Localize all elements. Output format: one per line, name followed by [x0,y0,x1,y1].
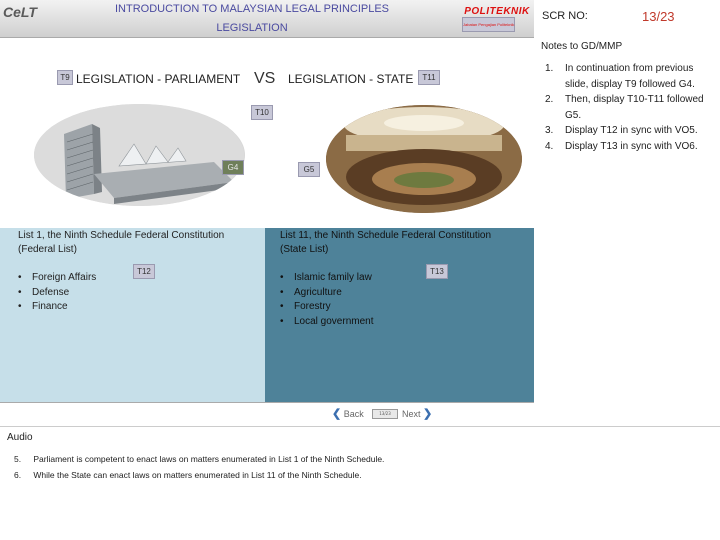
list-item: • Foreign Affairs [18,271,96,286]
chevron-left-icon: ❮ [332,408,342,420]
audio-title: Audio [7,432,33,443]
tag-t13: T13 [426,264,448,279]
federal-list-title-line2: (Federal List) [18,244,77,255]
tag-g4: G4 [222,160,244,175]
list-item: • Forestry [280,300,374,315]
back-button-label: Back [343,409,364,419]
list-item: • Finance [18,300,96,315]
list-item: • Islamic family law [280,271,374,286]
vs-label: VS [254,70,276,87]
state-list-title [280,229,491,257]
next-button-label: Next [402,409,421,419]
state-list [280,271,374,329]
back-button[interactable] [332,407,364,421]
course-title-line1: INTRODUCTION TO MALAYSIAN LEGAL PRINCIPLES [114,3,390,15]
note-text: In continuation from previous slide, display T9 followed G4. [565,63,695,90]
audio-script-list [14,452,384,483]
parliament-building-image [34,104,245,206]
slide-header [0,0,534,38]
celt-logo [3,4,47,26]
federal-list-title-line1: List 1, the Ninth Schedule Federal Constitution [18,230,225,241]
heading-parliament: LEGISLATION - PARLIAMENT [76,72,241,86]
tag-t11: T11 [418,70,440,85]
heading-state: LEGISLATION - STATE [288,72,414,86]
federal-list [18,271,96,315]
audio-section [0,426,720,540]
next-button[interactable] [402,407,432,421]
screen-number: 13/23 [642,9,675,24]
parliament-building-graphic [34,104,245,206]
note-number: 1. [545,63,554,74]
audio-item-text: While the State can enact laws on matters enumerated in List 11 of the Ninth Schedule. [33,469,362,480]
tag-t10: T10 [251,105,273,120]
notes-list [545,61,717,154]
politeknik-logo [462,6,532,32]
celt-logo-text: CeLT [3,4,37,20]
state-assembly-graphic [326,105,522,213]
audio-item-number: 6. [14,469,22,480]
list-item: • Defense [18,286,96,301]
page-indicator: 13/23 [372,409,398,419]
slide-navigation [0,402,534,424]
tag-t12: T12 [133,264,155,279]
politeknik-logo-tagline: Jabatan Pengajian Politeknik [462,17,515,32]
state-list-title-line1: List 11, the Ninth Schedule Federal Constitution [280,230,492,241]
list-item [14,468,384,484]
state-assembly-image [326,105,522,213]
note-number: 3. [545,125,554,136]
screen-number-label: SCR NO: [542,10,588,22]
politeknik-logo-name: POLITEKNIK [464,6,530,17]
audio-item-number: 5. [14,454,22,464]
notes-title: Notes to GD/MMP [541,41,623,52]
chevron-right-icon: ❯ [423,408,433,420]
course-title-line2: LEGISLATION [216,22,288,34]
list-item [545,139,717,155]
note-text: Display T12 in sync with VO5. [565,125,698,136]
state-list-title-line2: (State List) [280,244,329,255]
course-title [100,0,404,38]
list-item [14,452,384,468]
tag-g5: G5 [298,162,320,177]
note-text: Then, display T10-T11 followed G5. [565,94,704,121]
tag-t9: T9 [57,70,73,85]
note-number: 4. [545,140,554,152]
list-item [545,61,717,92]
note-text: Display T13 in sync with VO6. [565,140,698,152]
audio-item-text: Parliament is competent to enact laws on matters enumerated in List 1 of the Ninth Schedule. [33,454,385,464]
list-item [545,92,717,123]
list-item [545,123,717,139]
list-item: • Agriculture [280,286,374,301]
federal-list-title [18,229,224,257]
slide-content [0,38,534,402]
note-number: 2. [545,94,554,105]
list-item: • Local government [280,315,374,330]
